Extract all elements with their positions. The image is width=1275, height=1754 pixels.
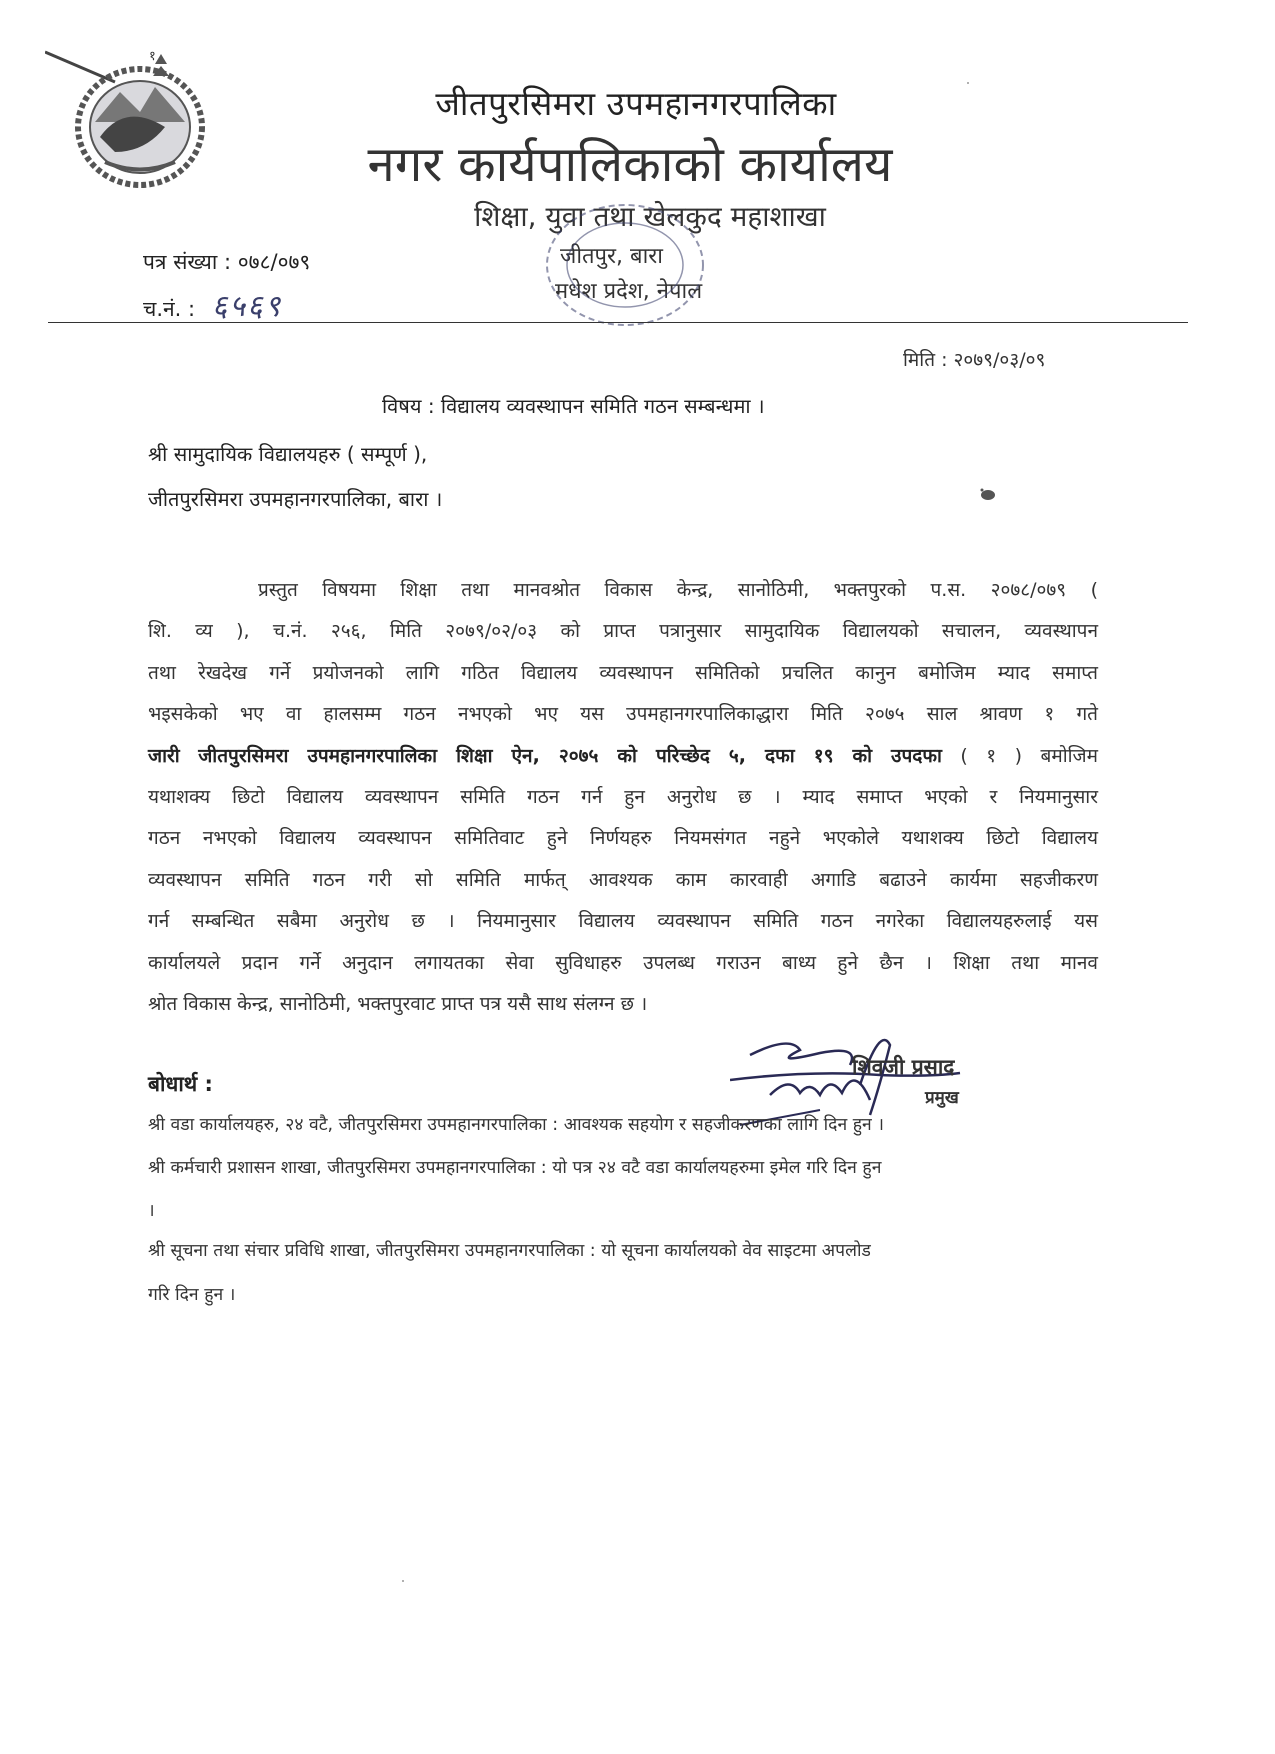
letter-date: मिति : २०७९/०३/०९	[903, 349, 1046, 371]
speck	[967, 82, 969, 84]
body-text: ( १ ) बमोजिम	[960, 744, 1098, 767]
signatory-name: शिवजी प्रसाद	[852, 1055, 955, 1079]
cc-item-admin-section-cont: ।	[148, 1201, 155, 1221]
body-line: यथाशक्य छिटो विद्यालय व्यवस्थापन समिति गठन गर्न हुन अनुरोध छ । म्याद समाप्त भएको र नियमानुसार	[148, 785, 1098, 808]
body-text-bold: जारी	[148, 744, 180, 767]
body-line: तथा रेखदेख गर्ने प्रयोजनको लागि गठित विद्यालय व्यवस्थापन समितिको प्रचलित कानुन बमोजिम म्याद समाप्त	[148, 661, 1098, 684]
body-line: भइसकेको भए वा हालसम्म गठन नभएको भए यस उपमहानगरपालिकाद्धारा मिति २०७५ साल श्रावण १ गते	[148, 703, 1098, 726]
body-line: गर्न सम्बन्धित सबैमा अनुरोध छ । नियमानुसार विद्यालय व्यवस्थापन समिति गठन नगरेका विद्यालयहरुलाई यस	[148, 910, 1098, 933]
department-name: शिक्षा, युवा तथा खेलकुद महाशाखा	[474, 200, 826, 233]
office-seal-stamp	[540, 200, 710, 330]
signatory-title: प्रमुख	[925, 1088, 959, 1108]
letter-number-value: ०७८/०७९	[237, 250, 311, 274]
letter-number-label: पत्र संख्या :	[143, 250, 232, 274]
cc-label: बोधार्थ :	[148, 1072, 213, 1096]
body-line	[148, 736, 1098, 777]
addressee-line1: श्री सामुदायिक विद्यालयहरु ( सम्पूर्ण ),	[148, 442, 428, 466]
cc-item-ward-offices: श्री वडा कार्यालयहरु, २४ वटै, जीतपुरसिमरा उपमहानगरपालिका : आवश्यक सहयोग र सहजीकरणका लागि दिन हुन ।	[148, 1115, 884, 1135]
body-line: कार्यालयले प्रदान गर्ने अनुदान लगायतका सेवा सुविधाहरु उपलब्ध गराउन बाध्य हुने छैन । शिक्षा तथा मानव	[148, 951, 1098, 974]
addressee-line2: जीतपुरसिमरा उपमहानगरपालिका, बारा ।	[148, 487, 443, 511]
ink-blot	[978, 486, 998, 504]
letter-subject: विषय : विद्यालय व्यवस्थापन समिति गठन सम्बन्धमा ।	[382, 394, 765, 418]
act-reference: जीतपुरसिमरा उपमहानगरपालिका शिक्षा ऐन, २०७५ को परिच्छेद ५, दफा १९ को उपदफा	[198, 744, 942, 767]
body-line: गठन नभएको विद्यालय व्यवस्थापन समितिवाट हुने निर्णयहरु नियमसंगत नहुने भएकोले यथाशक्य छिटो विद्यालय	[148, 827, 1098, 850]
location-line1: जीतपुर, बारा	[560, 244, 663, 269]
office-name: नगर कार्यपालिकाको कार्यालय	[367, 136, 893, 193]
dispatch-number-value: ६५६९	[211, 289, 283, 324]
body-line: प्रस्तुत विषयमा शिक्षा तथा मानवश्रोत विकास केन्द्र, सानोठिमी, भक्तपुरको प.स. २०७८/०७९ (	[258, 579, 1098, 601]
nepal-emblem-icon	[45, 42, 220, 192]
location-line2: मधेश प्रदेश, नेपाल	[555, 279, 703, 304]
body-line: व्यवस्थापन समिति गठन गरी सो समिति मार्फत् आवश्यक काम कारवाही अगाडि बढाउने कार्यमा सहजीकरण	[148, 868, 1098, 891]
cc-item-it-section-cont: गरि दिन हुन ।	[148, 1285, 236, 1305]
letter-number	[143, 248, 310, 276]
cc-item-admin-section: श्री कर्मचारी प्रशासन शाखा, जीतपुरसिमरा उपमहानगरपालिका : यो पत्र २४ वटै वडा कार्यालयहरुमा इमेल गरि दिन हुन	[148, 1158, 882, 1178]
header-divider	[48, 322, 1188, 323]
dispatch-number	[143, 284, 282, 325]
body-paragraph	[148, 570, 1098, 1025]
svg-text:१: १	[149, 49, 156, 64]
dispatch-number-label: च.नं. :	[143, 297, 196, 321]
municipality-name: जीतपुरसिमरा उपमहानगरपालिका	[435, 84, 837, 123]
body-line: श्रोत विकास केन्द्र, सानोठिमी, भक्तपुरवाट प्राप्त पत्र यसै साथ संलग्न छ ।	[148, 992, 648, 1015]
speck	[402, 1580, 404, 1582]
cc-item-it-section: श्री सूचना तथा संचार प्रविधि शाखा, जीतपुरसिमरा उपमहानगरपालिका : यो सूचना कार्यालयको वेव साइटमा अपलोड	[148, 1241, 871, 1261]
body-line: शि. व्य ), च.नं. २५६, मिति २०७९/०२/०३ को प्राप्त पत्रानुसार सामुदायिक विद्यालयको सचालन, व्यवस्थापन	[148, 620, 1098, 643]
